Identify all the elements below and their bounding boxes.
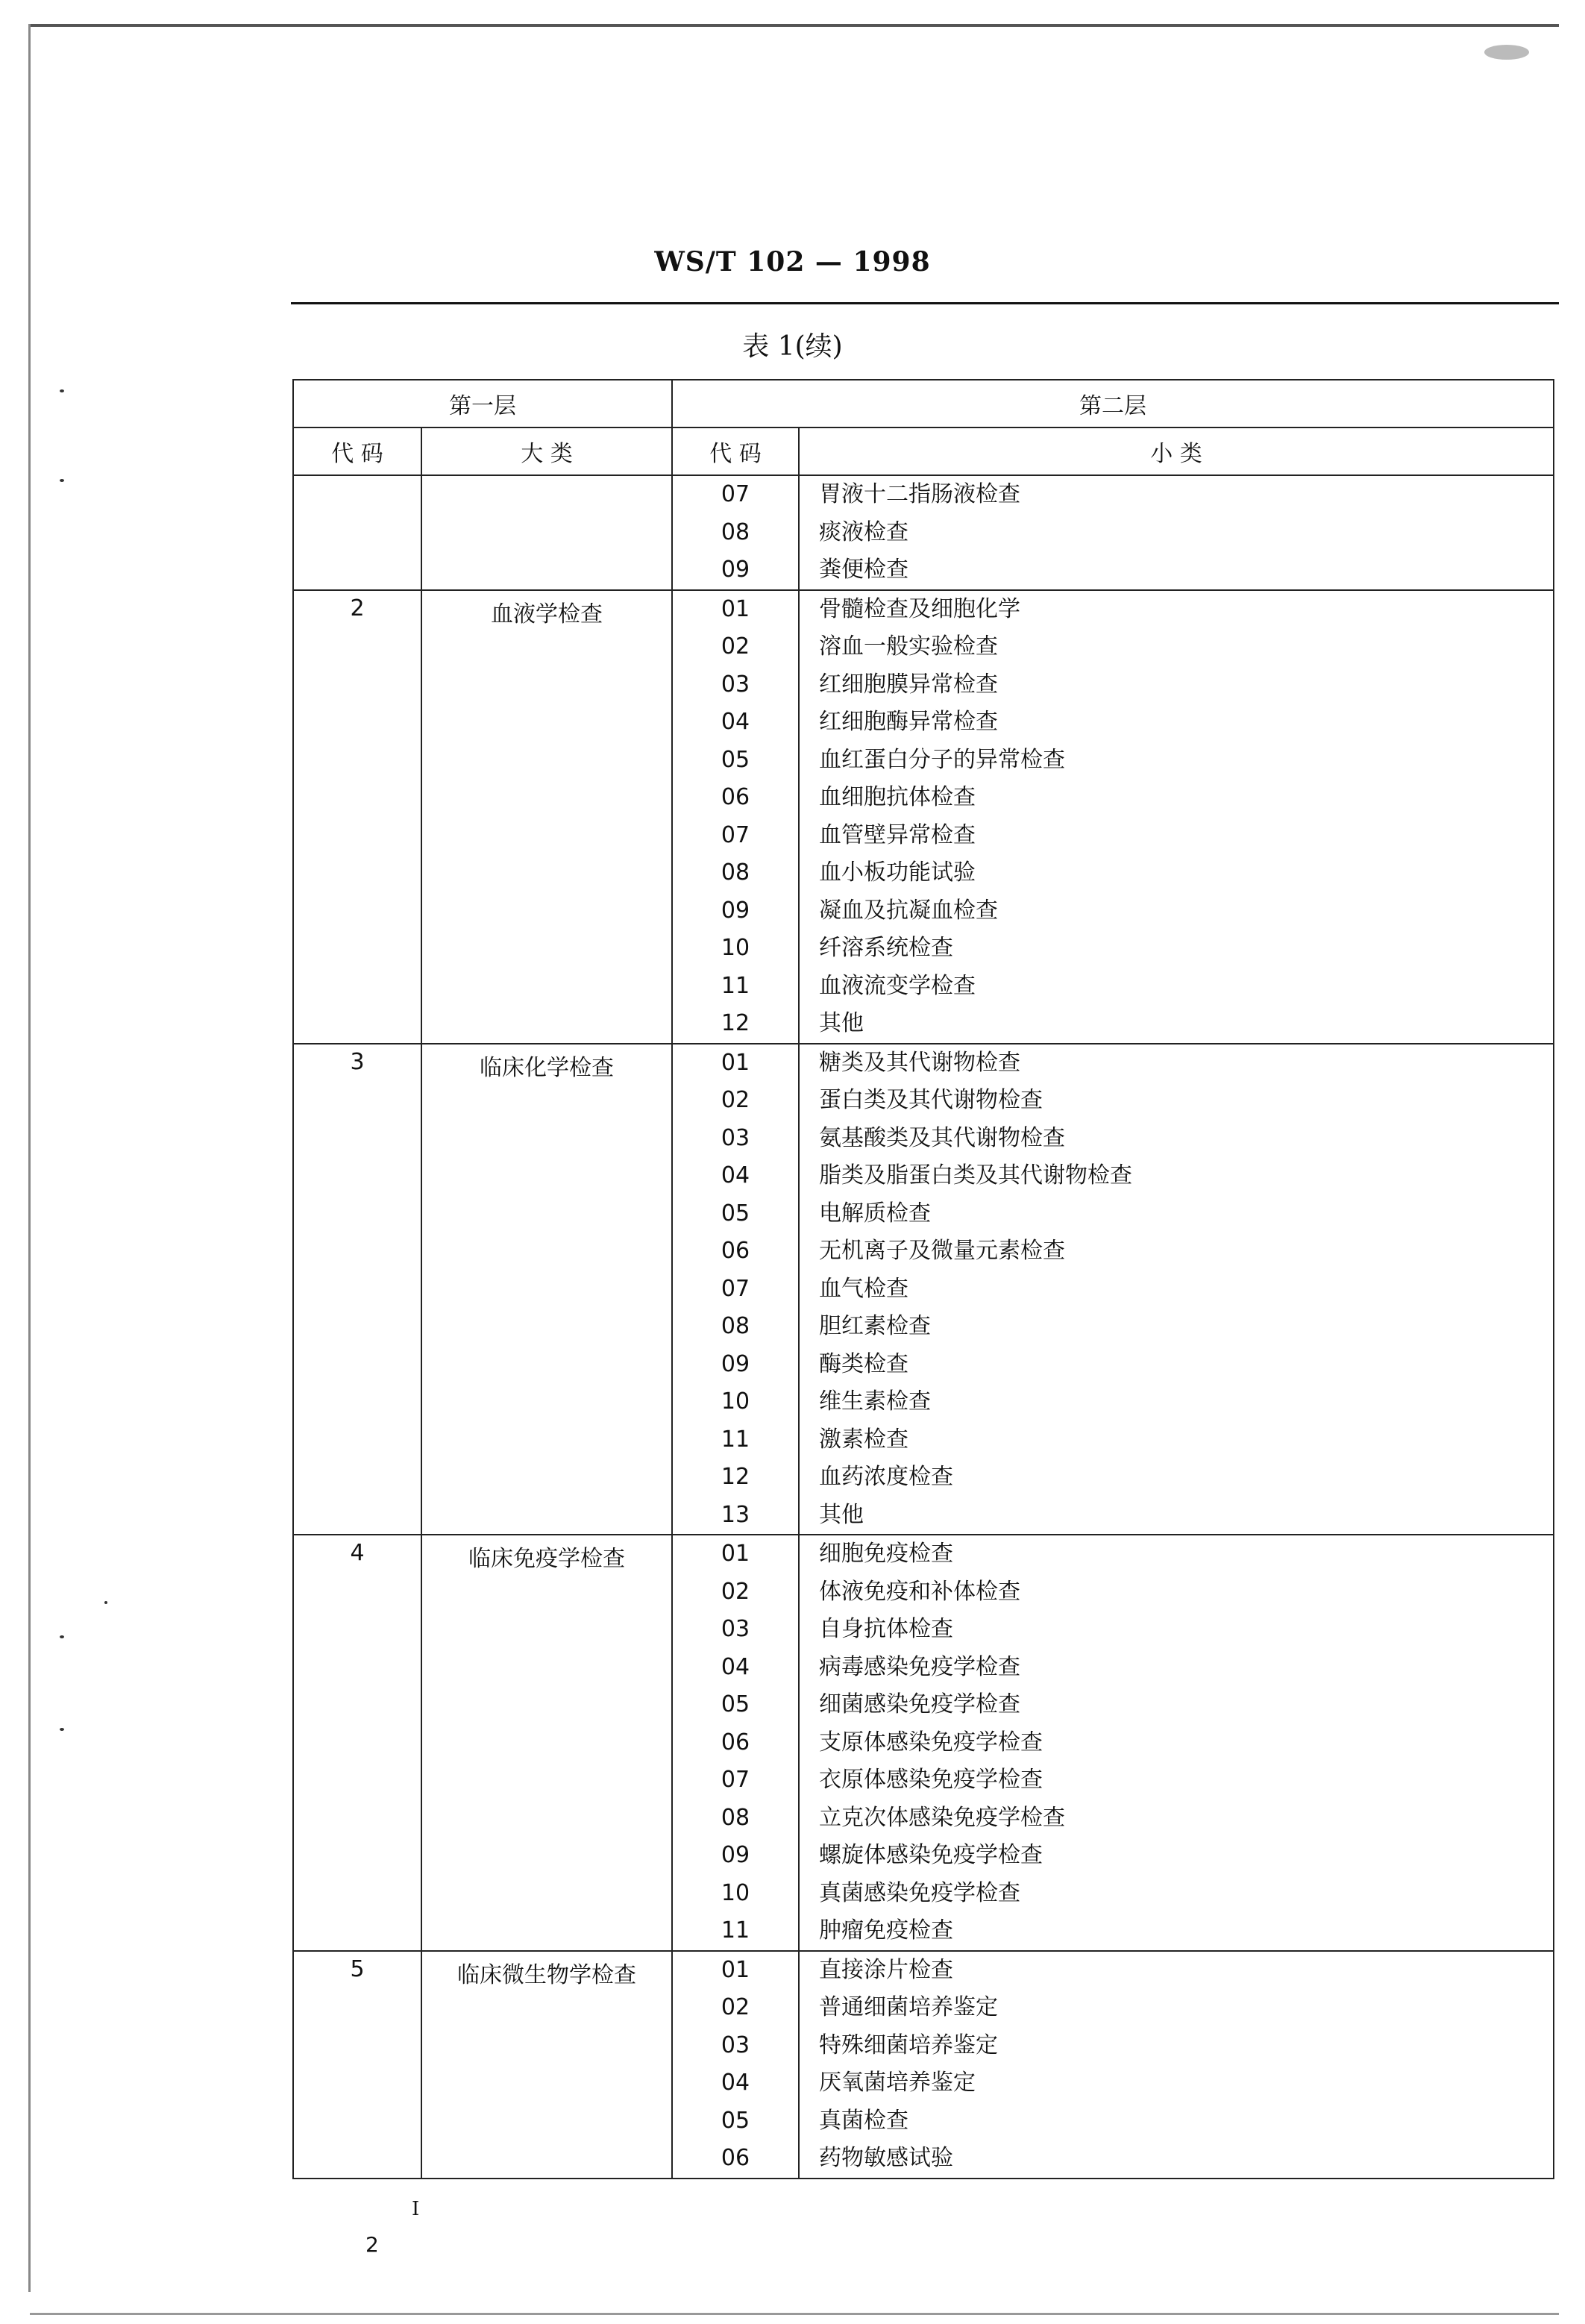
table-body (293, 475, 1554, 2179)
major-code-cell: 4 (293, 1535, 421, 1951)
minor-code: 11 (721, 972, 750, 999)
major-code-cell: 5 (293, 1951, 421, 2179)
minor-code: 08 (721, 859, 750, 886)
major-class-cell: 临床免疫学检查 (421, 1535, 672, 1951)
minor-class-name: 厌氧菌培养鉴定 (819, 2070, 976, 2096)
stray-mark: I (412, 2198, 420, 2220)
minor-class-name: 痰液检查 (819, 519, 908, 545)
table-group-header-row (293, 380, 1554, 427)
minor-code: 02 (721, 1087, 750, 1113)
table-column-header-row (293, 427, 1554, 475)
minor-class-column (799, 475, 1554, 590)
minor-class-column (799, 1044, 1554, 1535)
minor-class-name: 粪便检查 (819, 557, 908, 583)
minor-class-column (799, 590, 1554, 1044)
minor-class-name: 胃液十二指肠液检查 (819, 481, 1020, 507)
minor-code: 05 (721, 746, 750, 773)
minor-code: 03 (721, 2032, 750, 2058)
minor-class-name: 胆红素检查 (819, 1313, 931, 1339)
minor-code: 11 (721, 1917, 750, 1944)
minor-code: 03 (721, 1616, 750, 1642)
minor-code: 06 (721, 1238, 750, 1264)
scan-speck (60, 1635, 64, 1638)
minor-class-name: 细菌感染免疫学检查 (819, 1691, 1020, 1717)
minor-code-column (672, 1044, 799, 1535)
header-layer1: 第一层 (293, 380, 672, 427)
minor-code: 07 (721, 1275, 750, 1302)
table-group-row (293, 1951, 1554, 2179)
minor-code: 11 (721, 1426, 750, 1453)
minor-class-column (799, 1951, 1554, 2179)
scan-speck (60, 389, 64, 392)
header-minor-class: 小 类 (799, 427, 1554, 475)
minor-code: 02 (721, 1578, 750, 1605)
minor-code: 01 (721, 595, 750, 622)
major-class-cell: 血液学检查 (421, 590, 672, 1044)
minor-code: 09 (721, 1350, 750, 1377)
table-caption: 表 1(续) (742, 331, 843, 362)
scan-border-left (28, 24, 31, 2292)
major-code-cell: 2 (293, 590, 421, 1044)
minor-code: 10 (721, 1388, 750, 1415)
minor-class-name: 血药浓度检查 (819, 1464, 953, 1490)
minor-class-name: 红细胞膜异常检查 (819, 671, 998, 698)
minor-class-name: 血细胞抗体检查 (819, 784, 976, 810)
minor-class-name: 立克次体感染免疫学检查 (819, 1804, 1065, 1831)
major-code-cell: 3 (293, 1044, 421, 1535)
minor-code: 09 (721, 557, 750, 583)
minor-class-name: 电解质检查 (819, 1200, 931, 1227)
minor-class-name: 溶血一般实验检查 (819, 633, 998, 660)
minor-class-name: 特殊细菌培养鉴定 (819, 2032, 998, 2058)
major-class-cell (421, 475, 672, 590)
header-rule (291, 302, 1559, 304)
minor-class-name: 螺旋体感染免疫学检查 (819, 1842, 1043, 1868)
classification-table (292, 379, 1554, 2179)
minor-code: 06 (721, 2145, 750, 2171)
scan-speck (1484, 45, 1529, 60)
major-class-cell: 临床化学检查 (421, 1044, 672, 1535)
minor-class-name: 糖类及其代谢物检查 (819, 1049, 1020, 1076)
scan-border-top (30, 24, 1559, 27)
minor-class-name: 无机离子及微量元素检查 (819, 1238, 1065, 1264)
standard-number: WS/T 102 — 1998 (654, 246, 931, 278)
minor-code-column (672, 1535, 799, 1951)
minor-code: 07 (721, 1767, 750, 1793)
minor-code: 05 (721, 1691, 750, 1717)
minor-class-name: 蛋白类及其代谢物检查 (819, 1087, 1043, 1113)
header-layer2: 第二层 (672, 380, 1554, 427)
minor-code: 07 (721, 481, 750, 507)
scan-speck (60, 1728, 64, 1731)
minor-code: 05 (721, 1200, 750, 1227)
header-code1: 代 码 (293, 427, 421, 475)
minor-code: 08 (721, 519, 750, 545)
minor-code: 10 (721, 935, 750, 961)
minor-class-column (799, 1535, 1554, 1951)
minor-code-column (672, 475, 799, 590)
minor-code: 10 (721, 1879, 750, 1906)
minor-class-name: 维生素检查 (819, 1388, 931, 1415)
minor-class-name: 普通细菌培养鉴定 (819, 1994, 998, 2020)
minor-code: 06 (721, 1729, 750, 1755)
minor-code: 09 (721, 897, 750, 924)
minor-class-name: 凝血及抗凝血检查 (819, 897, 998, 924)
minor-class-name: 激素检查 (819, 1426, 908, 1453)
page-number: 2 (365, 2232, 379, 2257)
minor-class-name: 自身抗体检查 (819, 1616, 953, 1642)
minor-class-name: 支原体感染免疫学检查 (819, 1729, 1043, 1755)
table-group-row (293, 1535, 1554, 1951)
minor-class-name: 细胞免疫检查 (819, 1541, 953, 1567)
minor-class-name: 其他 (819, 1501, 864, 1528)
major-code-cell (293, 475, 421, 590)
minor-class-name: 血红蛋白分子的异常检查 (819, 746, 1065, 773)
minor-code: 09 (721, 1842, 750, 1868)
minor-class-name: 直接涂片检查 (819, 1956, 953, 1983)
table-group-row (293, 475, 1554, 590)
minor-code: 02 (721, 633, 750, 660)
minor-code: 03 (721, 1124, 750, 1151)
scan-border-bottom (30, 2313, 1559, 2315)
header-code2: 代 码 (672, 427, 799, 475)
header-major-class: 大 类 (421, 427, 672, 475)
minor-code: 04 (721, 709, 750, 735)
minor-class-name: 纤溶系统检查 (819, 935, 953, 961)
minor-class-name: 真菌检查 (819, 2107, 908, 2134)
minor-code: 08 (721, 1313, 750, 1339)
minor-code-column (672, 1951, 799, 2179)
minor-class-name: 体液免疫和补体检查 (819, 1578, 1020, 1605)
minor-class-name: 病毒感染免疫学检查 (819, 1653, 1020, 1680)
minor-code: 01 (721, 1541, 750, 1567)
minor-code: 13 (721, 1501, 750, 1528)
minor-class-name: 氨基酸类及其代谢物检查 (819, 1124, 1065, 1151)
minor-class-name: 衣原体感染免疫学检查 (819, 1767, 1043, 1793)
minor-class-name: 其他 (819, 1010, 864, 1036)
minor-code: 02 (721, 1994, 750, 2020)
minor-class-name: 真菌感染免疫学检查 (819, 1879, 1020, 1906)
minor-code: 05 (721, 2107, 750, 2134)
minor-class-name: 血管壁异常检查 (819, 821, 976, 848)
minor-class-name: 骨髓检查及细胞化学 (819, 595, 1020, 622)
minor-code: 07 (721, 821, 750, 848)
minor-code-column (672, 590, 799, 1044)
minor-class-name: 酶类检查 (819, 1350, 908, 1377)
minor-code: 04 (721, 1653, 750, 1680)
minor-code: 03 (721, 671, 750, 698)
minor-class-name: 脂类及脂蛋白类及其代谢物检查 (819, 1162, 1132, 1188)
table-group-row (293, 1044, 1554, 1535)
scan-speck (60, 479, 64, 482)
minor-class-name: 药物敏感试验 (819, 2145, 953, 2171)
minor-code: 04 (721, 1162, 750, 1188)
minor-code: 01 (721, 1956, 750, 1983)
minor-class-name: 血液流变学检查 (819, 972, 976, 999)
table-group-row (293, 590, 1554, 1044)
minor-class-name: 肿瘤免疫检查 (819, 1917, 953, 1944)
major-class-cell: 临床微生物学检查 (421, 1951, 672, 2179)
minor-class-name: 红细胞酶异常检查 (819, 709, 998, 735)
minor-code: 06 (721, 784, 750, 810)
scan-speck (104, 1601, 107, 1604)
minor-code: 12 (721, 1010, 750, 1036)
minor-code: 12 (721, 1464, 750, 1490)
minor-code: 01 (721, 1049, 750, 1076)
minor-class-name: 血小板功能试验 (819, 859, 976, 886)
minor-class-name: 血气检查 (819, 1275, 908, 1302)
minor-code: 04 (721, 2070, 750, 2096)
minor-code: 08 (721, 1804, 750, 1831)
